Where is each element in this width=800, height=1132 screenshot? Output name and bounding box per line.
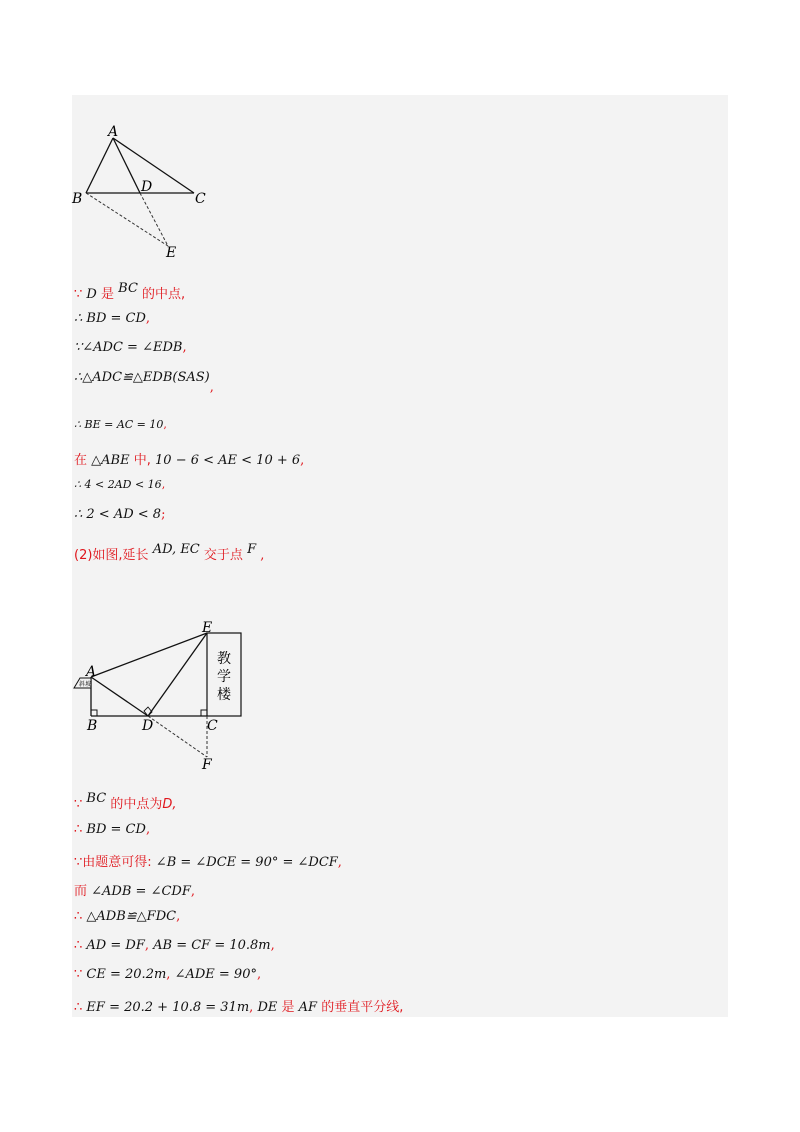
label-f: F: [202, 757, 212, 773]
label-e: E: [166, 245, 177, 261]
line-d-midpoint: ∵ D 是 BC 的中点,: [74, 281, 186, 302]
label-d: D: [142, 718, 154, 734]
right-angle-b: [91, 710, 97, 716]
slope-tag: 斜坡: [79, 681, 92, 688]
building-figure-2: [70, 615, 260, 775]
building-char-3: 楼: [217, 687, 231, 703]
building-char-2: 学: [217, 669, 231, 685]
label-a: A: [108, 124, 119, 140]
line-ad-eq-df: ∴ AD = DF, AB = CF = 10.8m,: [74, 938, 275, 953]
line-bd-eq-cd-2: ∴ BD = CD,: [74, 822, 151, 837]
segment-be-dashed: [86, 193, 168, 246]
label-d: D: [141, 179, 153, 195]
segment-de-dashed: [140, 193, 168, 246]
line-part2-intro: (2)如图,延长 AD, EC 交于点 F ,: [74, 542, 265, 563]
line-2ad-range: ∴ 4 < 2AD < 16,: [74, 478, 166, 491]
label-b: B: [87, 718, 98, 734]
line-angle-equal: ∵∠ADC = ∠EDB,: [74, 340, 187, 355]
line-ad-range: ∴ 2 < AD < 8;: [74, 507, 166, 522]
segment-ad: [91, 677, 148, 716]
label-a: A: [86, 664, 97, 680]
line-ef-value: ∴ EF = 20.2 + 10.8 = 31m, DE 是 AF 的垂直平分线,: [74, 1000, 404, 1015]
segment-ae: [91, 633, 207, 677]
segment-ac: [113, 138, 194, 193]
triangle-figure-1: [70, 120, 220, 270]
line-triangle-inequality: 在 △ABE 中, 10 − 6 < AE < 10 + 6,: [74, 453, 305, 468]
line-vertical-angles: 而 ∠ADB = ∠CDF,: [74, 884, 195, 899]
building-char-1: 教: [217, 651, 231, 667]
label-b: B: [72, 191, 83, 207]
line-be-eq-ac: ∴ BE = AC = 10,: [74, 418, 167, 431]
line-congruent: ∴△ADC≌△EDB(SAS),: [74, 370, 214, 395]
segment-ab: [86, 138, 113, 193]
label-e: E: [202, 620, 213, 636]
line-right-angles: ∵由题意可得: ∠B = ∠DCE = 90° = ∠DCF,: [74, 855, 342, 870]
line-ce-value: ∵ CE = 20.2m, ∠ADE = 90°,: [74, 967, 262, 982]
line-bd-eq-cd: ∴ BD = CD,: [74, 311, 151, 326]
segment-ad: [113, 138, 140, 193]
segment-df-dashed: [148, 716, 207, 757]
label-c: C: [195, 191, 206, 207]
right-angle-c: [201, 710, 207, 716]
line-congruent-2: ∴ △ADB≌△FDC,: [74, 909, 181, 924]
line-bc-midpoint: ∵ BC 的中点为D,: [74, 791, 177, 812]
segment-de: [148, 633, 207, 716]
label-c: C: [207, 718, 218, 734]
